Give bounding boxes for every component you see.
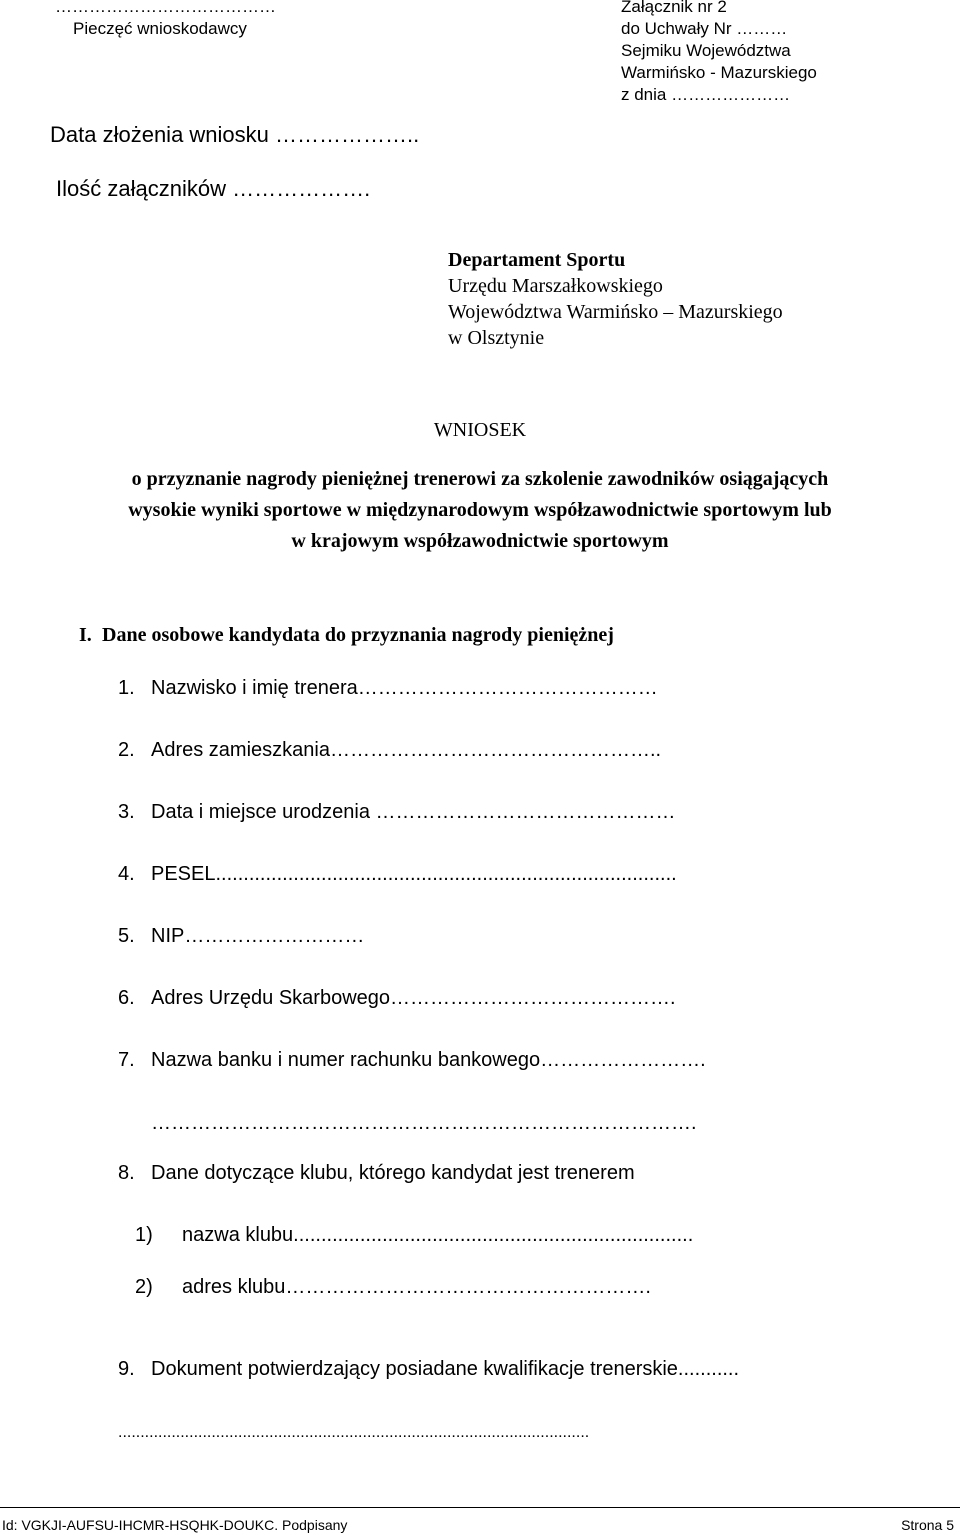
resolution-number: do Uchwały Nr ……… [621, 19, 788, 38]
field-label: PESEL................................................................................... [151, 863, 677, 885]
recipient-voivodeship: Województwa Warmińsko – Mazurskiego [448, 301, 783, 323]
field-label: Nazwisko i imię trenera……………………………………… [151, 677, 658, 699]
region-name: Warmińsko - Mazurskiego [621, 63, 817, 82]
attachment-number: Załącznik nr 2 [621, 0, 727, 16]
field-number: 8. [118, 1162, 135, 1184]
field-label: NIP……………………… [151, 925, 365, 947]
field-number: 4. [118, 863, 135, 885]
field-label: ………………………………………………………………………. [151, 1112, 697, 1134]
footer-document-id: Id: VGKJI-AUFSU-IHCMR-HSQHK-DOUKC. Podpisany [2, 1517, 348, 1533]
field-address [118, 739, 661, 762]
title-line-2: wysokie wyniki sportowe w międzynarodowym współzawodnictwie sportowym lub [128, 499, 832, 521]
field-number: 6. [118, 987, 135, 1009]
field-trainer-name [118, 677, 658, 700]
field-label: adres klubu………………………………………………. [182, 1276, 651, 1298]
field-label: Data i miejsce urodzenia ……………………………………… [151, 801, 676, 823]
field-birth [118, 801, 676, 824]
resolution-date: z dnia ………………… [621, 85, 791, 104]
document-heading: WNIOSEK [433, 419, 527, 441]
field-club-data [118, 1162, 635, 1185]
field-tax-office [118, 987, 676, 1010]
recipient-office: Urzędu Marszałkowskiego [448, 275, 663, 297]
club-address-field [135, 1276, 651, 1299]
recipient-city: w Olsztynie [448, 327, 545, 349]
field-number: 1) [135, 1224, 153, 1246]
field-number: 2. [118, 739, 135, 761]
field-number: 3. [118, 801, 135, 823]
qualification-continuation: .......................................................................................................... [118, 1424, 590, 1441]
field-number: 5. [118, 925, 135, 947]
field-label: Adres zamieszkania………………………………………….. [151, 739, 662, 761]
footer-page-number: Strona 5 [901, 1517, 954, 1533]
club-name-field [135, 1224, 693, 1247]
stamp-label: Pieczęć wnioskodawcy [73, 19, 247, 38]
stamp-dots: ………………………………… [55, 0, 276, 16]
recipient-department: Departament Sportu [448, 249, 626, 271]
field-number: 2) [135, 1276, 153, 1298]
field-pesel [118, 863, 677, 886]
field-bank-continuation [151, 1112, 697, 1135]
field-nip [118, 925, 364, 948]
submission-date-field: Data złożenia wniosku ……………….. [50, 122, 420, 147]
qualification-field [118, 1358, 739, 1381]
footer-divider [0, 1507, 960, 1508]
field-bank [118, 1049, 706, 1072]
field-label: Nazwa banku i numer rachunku bankowego……………………. [151, 1049, 706, 1071]
field-label: Dokument potwierdzający posiadane kwalifikacje trenerskie........... [151, 1358, 740, 1380]
title-line-1: o przyznanie nagrody pieniężnej trenerowi za szkolenie zawodników osiągających [131, 468, 829, 490]
attachments-count-field: Ilość załączników ………………. [56, 176, 371, 201]
field-number: 7. [118, 1049, 135, 1071]
field-label: nazwa klubu........................................................................ [182, 1224, 694, 1246]
field-label: Dane dotyczące klubu, którego kandydat jest trenerem [151, 1162, 635, 1184]
section-number: I. [79, 624, 92, 646]
sejmik-name: Sejmiku Województwa [621, 41, 791, 60]
field-number: 9. [118, 1358, 135, 1380]
title-line-3: w krajowym współzawodnictwie sportowym [291, 530, 669, 552]
field-label: Adres Urzędu Skarbowego……………………………………. [151, 987, 676, 1009]
section-heading: Dane osobowe kandydata do przyznania nagrody pieniężnej [102, 624, 614, 646]
field-number: 1. [118, 677, 135, 699]
